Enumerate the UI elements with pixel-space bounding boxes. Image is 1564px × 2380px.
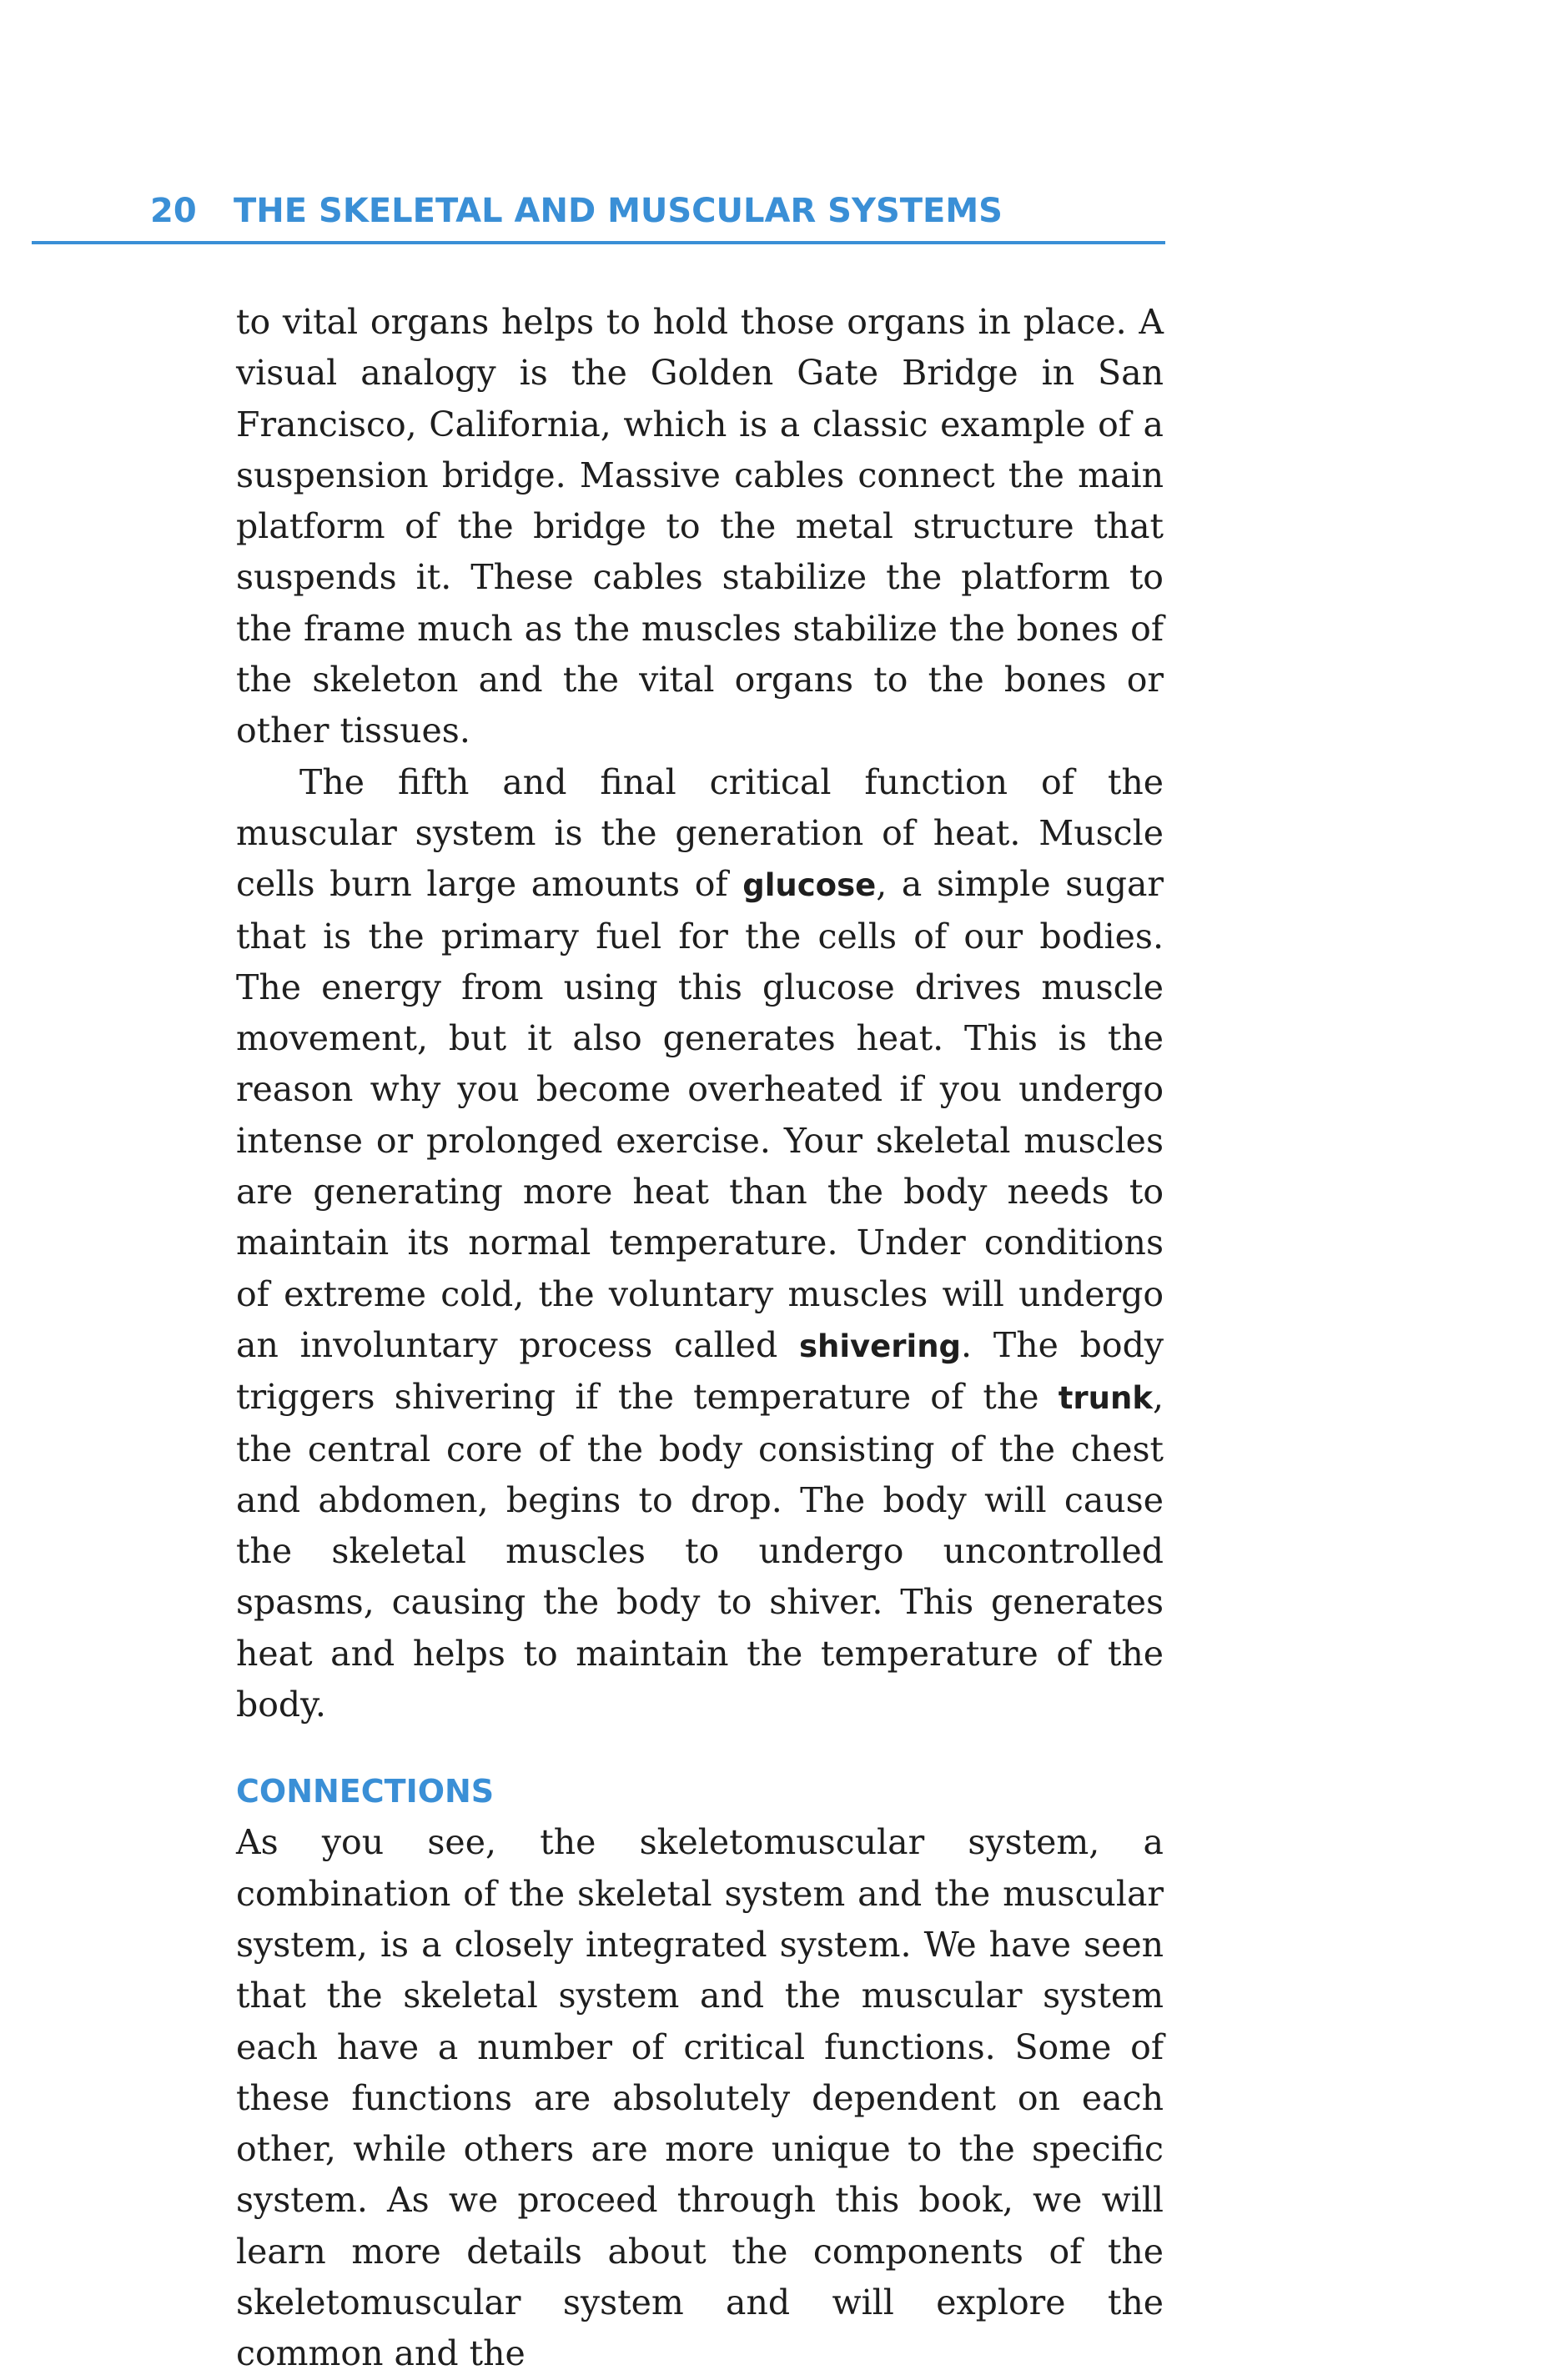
header-rule (32, 241, 1165, 244)
paragraph-heat-generation (236, 757, 1164, 1731)
term-glucose: glucose (742, 867, 877, 904)
term-trunk: trunk (1058, 1380, 1153, 1417)
paragraph-text: , the central core of the body consisting of the chest and abdomen, begins to drop. The body will cause the skeletal muscles to undergo uncontrolled spasms, causing the body to shiver. This generates heat and helps to maintain the temperature of the body. (236, 1377, 1164, 1725)
page-number: 20 (150, 192, 197, 230)
term-shivering: shivering (799, 1328, 962, 1364)
running-head (150, 192, 1003, 230)
paragraph-connections: As you see, the skeletomuscular system, a combination of the skeletal system and the muscular system, is a closely integrated system. We have seen that the skeletal system and the muscular system each have a number of critical functions. Some of these functions are absolutely dependent on each other, while others are more unique to the specific system. As we proceed through this book, we will learn more details about the components of the skeletomuscular system and will explore the common and the (236, 1822, 1164, 2374)
paragraph-text: . The body triggers shivering if the temperature of the (236, 1324, 1164, 1418)
paragraph-text: The fifth and final critical function of the muscular system is the generation of heat. Muscle cells burn large amounts of (236, 761, 1164, 905)
paragraph-text: , a simple sugar that is the primary fuel for the cells of our bodies. The energy from using this glucose drives muscle movement, but it also generates heat. This is the reason why you become overheated if you undergo intense or prolonged exercise. Your skeletal muscles are generating more heat than the body needs to maintain its normal temperature. Under conditions of extreme cold, the voluntary muscles will undergo an involuntary process called (236, 864, 1164, 1365)
section-heading-connections: CONNECTIONS (236, 1773, 495, 1810)
paragraph-suspension-bridge: to vital organs helps to hold those organs in place. A visual analogy is the Golden Gate Bridge in San Francisco, California, which is a classic example of a suspension bridge. Massive cables connect the main platform of the bridge to the metal structure that suspends it. These cables stabilize the platform to the frame much as the muscles stabilize the bones of the skeleton and the vital organs to the bones or other tissues. (236, 302, 1164, 751)
body-text (236, 297, 1164, 2380)
chapter-title: THE SKELETAL AND MUSCULAR SYSTEMS (234, 192, 1003, 230)
